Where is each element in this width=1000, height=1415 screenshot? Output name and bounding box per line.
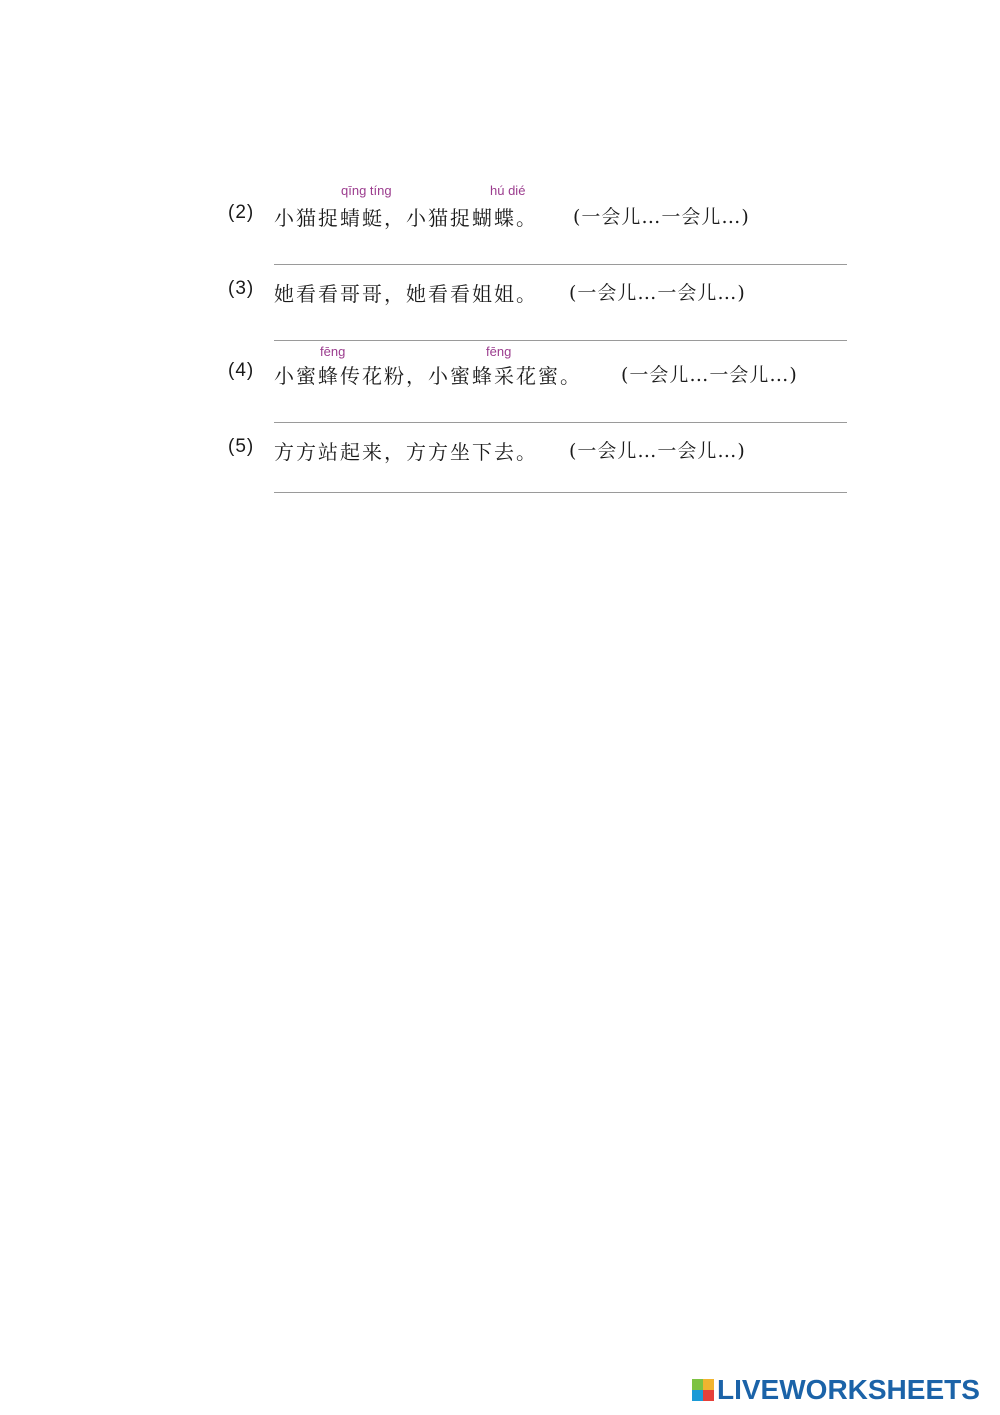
logo-square-red [703, 1390, 714, 1401]
item-sentence: 她看看哥哥，她看看姐姐。 [274, 282, 538, 306]
pinyin-feng-2: fēng [486, 344, 512, 359]
answer-line-5[interactable] [274, 492, 847, 493]
answer-line-2[interactable] [274, 264, 847, 265]
brand-name: LIVEWORKSHEETS [717, 1374, 980, 1405]
answer-line-3[interactable] [274, 340, 847, 341]
logo-square-green [692, 1379, 703, 1390]
pinyin-qingting: qīng tíng [341, 183, 392, 198]
item-sentence: 小猫捉蜻蜓，小猫捉蝴蝶。 [274, 206, 538, 230]
liveworksheets-logo-icon [692, 1379, 714, 1401]
item-number: (4) [228, 360, 255, 381]
logo-square-blue [692, 1390, 703, 1401]
item-number: (5) [228, 436, 255, 457]
item-hint: (一会儿…一会儿…) [569, 282, 746, 304]
pinyin-hudie: hú dié [490, 183, 526, 198]
item-hint: (一会儿…一会儿…) [573, 206, 750, 228]
logo-square-yellow [703, 1379, 714, 1390]
item-sentence: 方方站起来，方方坐下去。 [274, 440, 538, 464]
item-number: (2) [228, 202, 255, 223]
liveworksheets-brand [692, 1376, 980, 1404]
pinyin-feng-1: fēng [320, 344, 346, 359]
item-hint: (一会儿…一会儿…) [621, 364, 798, 386]
answer-line-4[interactable] [274, 422, 847, 423]
item-hint: (一会儿…一会儿…) [569, 440, 746, 462]
item-number: (3) [228, 278, 255, 299]
item-sentence: 小蜜蜂传花粉，小蜜蜂采花蜜。 [274, 364, 582, 388]
